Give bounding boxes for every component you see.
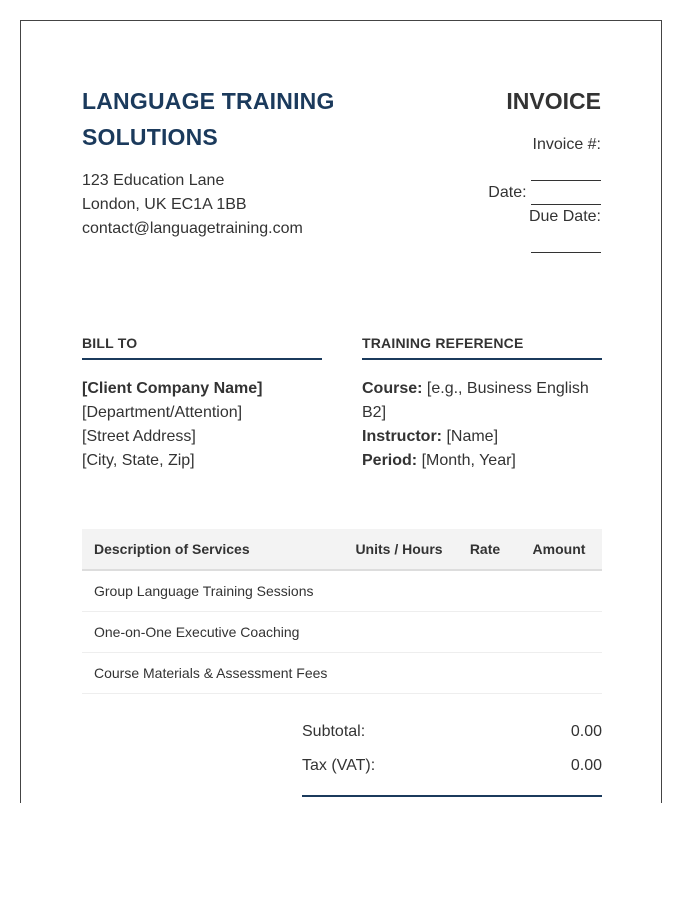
tax-value: 0.00	[570, 757, 602, 774]
client-city: [City, State, Zip]	[82, 452, 195, 469]
row-amount[interactable]	[516, 612, 602, 653]
company-name: LANGUAGE TRAINING SOLUTIONS	[82, 88, 335, 150]
company-address	[82, 169, 303, 241]
col-header-description: Description of Services	[82, 529, 344, 570]
training-reference-block	[362, 377, 602, 473]
row-rate[interactable]	[454, 570, 516, 612]
row-rate[interactable]	[454, 612, 516, 653]
row-units[interactable]	[344, 653, 454, 694]
invoice-due-date-row	[401, 205, 601, 229]
training-reference-heading: TRAINING REFERENCE	[362, 335, 602, 360]
client-street: [Street Address]	[82, 428, 196, 445]
row-description: One-on-One Executive Coaching	[82, 612, 344, 653]
instructor-value: [Name]	[446, 428, 499, 445]
table-row	[82, 653, 602, 694]
bill-to-block	[82, 377, 322, 473]
invoice-sheet	[20, 20, 662, 803]
invoice-date-label: Date:	[488, 184, 527, 201]
row-units[interactable]	[344, 570, 454, 612]
invoice-meta	[401, 133, 601, 253]
invoice-number-row	[401, 133, 601, 157]
table-row	[82, 570, 602, 612]
invoice-due-date-blank-row	[401, 229, 601, 253]
col-header-units: Units / Hours	[344, 529, 454, 570]
services-table	[82, 529, 602, 694]
period-line	[362, 449, 602, 473]
row-description: Group Language Training Sessions	[82, 570, 344, 612]
totals-block	[302, 715, 602, 797]
row-units[interactable]	[344, 612, 454, 653]
course-value: [e.g., Business English B2]	[362, 380, 589, 421]
instructor-label: Instructor:	[362, 428, 442, 445]
bill-to-heading: BILL TO	[82, 335, 322, 360]
course-label: Course:	[362, 380, 423, 397]
invoice-due-date-field[interactable]	[531, 234, 601, 253]
invoice-number-label: Invoice #:	[532, 136, 601, 153]
subtotal-label: Subtotal:	[302, 723, 366, 740]
table-header-row	[82, 529, 602, 570]
company-address-line1: 123 Education Lane	[82, 172, 225, 189]
subtotal-row	[302, 715, 602, 749]
invoice-due-date-label: Due Date:	[528, 208, 601, 225]
client-department: [Department/Attention]	[82, 404, 243, 421]
company-address-line2: London, UK EC1A 1BB	[82, 196, 247, 213]
row-rate[interactable]	[454, 653, 516, 694]
client-company-name: [Client Company Name]	[82, 380, 263, 397]
period-label: Period:	[362, 452, 418, 469]
tax-row	[302, 749, 602, 783]
company-email: contact@languagetraining.com	[82, 220, 303, 237]
period-value: [Month, Year]	[421, 452, 516, 469]
col-header-amount: Amount	[516, 529, 602, 570]
invoice-title: INVOICE	[506, 88, 601, 114]
tax-label: Tax (VAT):	[302, 757, 376, 774]
instructor-line	[362, 425, 602, 449]
subtotal-value: 0.00	[570, 723, 602, 740]
row-amount[interactable]	[516, 570, 602, 612]
invoice-date-row	[401, 181, 601, 205]
invoice-number-field[interactable]	[531, 162, 601, 181]
totals-divider	[302, 795, 602, 797]
col-header-rate: Rate	[454, 529, 516, 570]
invoice-number-blank-row	[401, 157, 601, 181]
row-amount[interactable]	[516, 653, 602, 694]
course-line	[362, 377, 602, 425]
table-row	[82, 612, 602, 653]
row-description: Course Materials & Assessment Fees	[82, 653, 344, 694]
invoice-date-field[interactable]	[531, 186, 601, 205]
